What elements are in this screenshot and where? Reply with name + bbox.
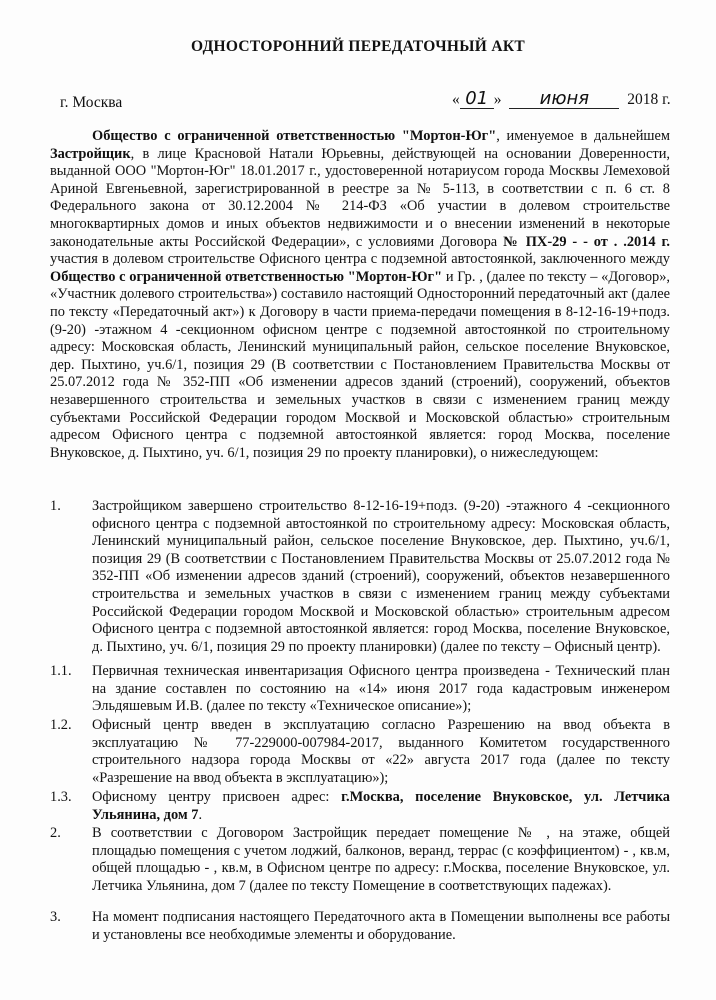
date-day-handwritten: 01 bbox=[460, 90, 494, 109]
document-date bbox=[452, 90, 671, 109]
assigned-address: г.Москва, поселение Внуковское, ул. Летчика Ульянина, дом 7 bbox=[92, 789, 670, 823]
intro-text-2: , в лице Красновой Натали Юрьевны, действующей на основании Доверенности, выданной ООО "Мортон-Юг" 18.01.2017 г., удостоверенной нотариусом города Москвы Лемеховой Ариной Евгеньевной, зарегистрированной в реестре за № 5-113, в соответствии с п. 6 ст. 8 Федерального закона от 30.12.2004 № 214-ФЗ «Об участии в долевом строительстве многоквартирных домов и иных объектов недвижимости и о внесении изменений в некоторые законодательные акты Российской Федерации», с условиями Договора bbox=[50, 145, 670, 250]
document-title: ОДНОСТОРОННИЙ ПЕРЕДАТОЧНЫЙ АКТ bbox=[190, 38, 526, 55]
clause-number: 1.3. bbox=[50, 789, 72, 805]
intro-text-1: , именуемое в дальнейшем bbox=[496, 128, 670, 144]
clause-text bbox=[92, 789, 670, 824]
clause-text: Первичная техническая инвентаризация Офисного центра произведена - Технический план на здание составлен по состоянию на «14» июня 2017 года кадастровым инженером Эльдяшевым И.В. (далее по тексту «Техническое описание»); bbox=[92, 663, 670, 715]
clause-text: В соответствии с Договором Застройщик передает помещение № , на этаже, общей площадью помещения с учетом лоджий, балконов, веранд, террас (с коэффициентом) - , кв.м, общей площадью - , кв.м, в Офисном центре по адресу: г.Москва, поселение Внуковское, ул. Летчика Ульянина, дом 7 (далее по тексту Помещение в соответствующих падежах). bbox=[92, 825, 670, 894]
clause-number: 2. bbox=[50, 825, 61, 841]
clause-2 bbox=[50, 825, 670, 895]
company-name-2: Общество с ограниченной ответственностью "Мортон-Юг" bbox=[50, 268, 443, 285]
company-name: Общество с ограниченной ответственностью "Мортон-Юг" bbox=[92, 128, 497, 144]
intro-text-3: участия в долевом строительстве Офисного центра с подземной автостоянкой, заключенного между bbox=[50, 251, 670, 268]
clause-text: На момент подписания настоящего Передаточного акта в Помещении выполнены все работы и установлены все необходимые элементы и оборудование. bbox=[92, 909, 670, 943]
developer-term: Застройщик bbox=[50, 145, 131, 162]
clause-number: 1.2. bbox=[50, 717, 72, 733]
date-month-handwritten: июня bbox=[509, 90, 619, 109]
contract-number: № ПХ-29 - - от . .2014 г. bbox=[503, 233, 671, 250]
clause-1-1 bbox=[50, 663, 670, 716]
intro-text-4: и Гр. , (далее по тексту – «Договор», «Участник долевого строительства») составило настоящий Односторонний передаточный акт (далее по тексту «Передаточный акт») к Договору в части приема-передачи помещения в 8-12-16-19+подз. (9-20) -этажном 4 -секционном офисном центре с подземной автостоянкой по строительному адресу: Московская область, Ленинский муниципальный район, сельское поселение Внуковское, дер. Пыхтино, уч.6/1, позиция 29 (В соответствии с Постановлением Правительства Москвы от 25.07.2012 года № 352-ПП «Об изменении адресов зданий (строений), сооружений, объектов незавершенного строительства и земельных участков в связи с изменением границ между субъектами Российской Федерации городом Москвой и Московской областью» строительным адресом Офисного центра с подземной автостоянкой является: город Москва, поселение Внуковское, д. Пыхтино, уч. 6/1, позиция 29 по проекту планировки), о нижеследующем: bbox=[50, 268, 671, 461]
intro-paragraph bbox=[50, 128, 670, 462]
clause-number: 1. bbox=[50, 498, 61, 514]
clause-1-3 bbox=[50, 789, 670, 824]
city: г. Москва bbox=[60, 94, 123, 111]
clause-1 bbox=[50, 498, 670, 656]
clause-text-c: . bbox=[198, 806, 203, 823]
clause-text: Офисный центр введен в эксплуатацию согласно Разрешению на ввод объекта в эксплуатацию № 77-229000-007984-2017, выданного Комитетом государственного строительного надзора города Москвы от «22» августа 2017 года (далее по тексту «Разрешение на ввод объекта в эксплуатацию»); bbox=[92, 717, 670, 786]
date-open-quote: « bbox=[452, 91, 460, 108]
clause-1-2 bbox=[50, 717, 670, 787]
clause-number: 1.1. bbox=[50, 663, 72, 679]
date-close-quote: » bbox=[493, 91, 502, 108]
clause-3 bbox=[50, 909, 670, 944]
clause-number: 3. bbox=[50, 909, 61, 925]
clause-text-a: Офисному центру присвоен адрес: bbox=[92, 789, 342, 805]
date-year: 2018 г. bbox=[627, 91, 671, 108]
clause-text: Застройщиком завершено строительство 8-12-16-19+подз. (9-20) -этажного 4 -секционного офисного центра с подземной автостоянкой по строительному адресу: Московская область, Ленинский муниципальный район, сельское поселение Внуковское, дер. Пыхтино, уч.6/1, позиция 29 (В соответствии с Постановлением Правительства Москвы от 25.07.2012 года № 352-ПП «Об изменении адресов зданий (строений), сооружений, объектов незавершенного строительства и земельных участков в связи с изменением границ между субъектами Российской Федерации городом Москвой и Московской областью» строительным адресом Офисного центра с подземной автостоянкой является: город Москва, поселение Внуковское, д. Пыхтино, уч. 6/1, позиция 29 по проекту планировки) (далее по тексту – Офисный центр). bbox=[92, 498, 670, 655]
